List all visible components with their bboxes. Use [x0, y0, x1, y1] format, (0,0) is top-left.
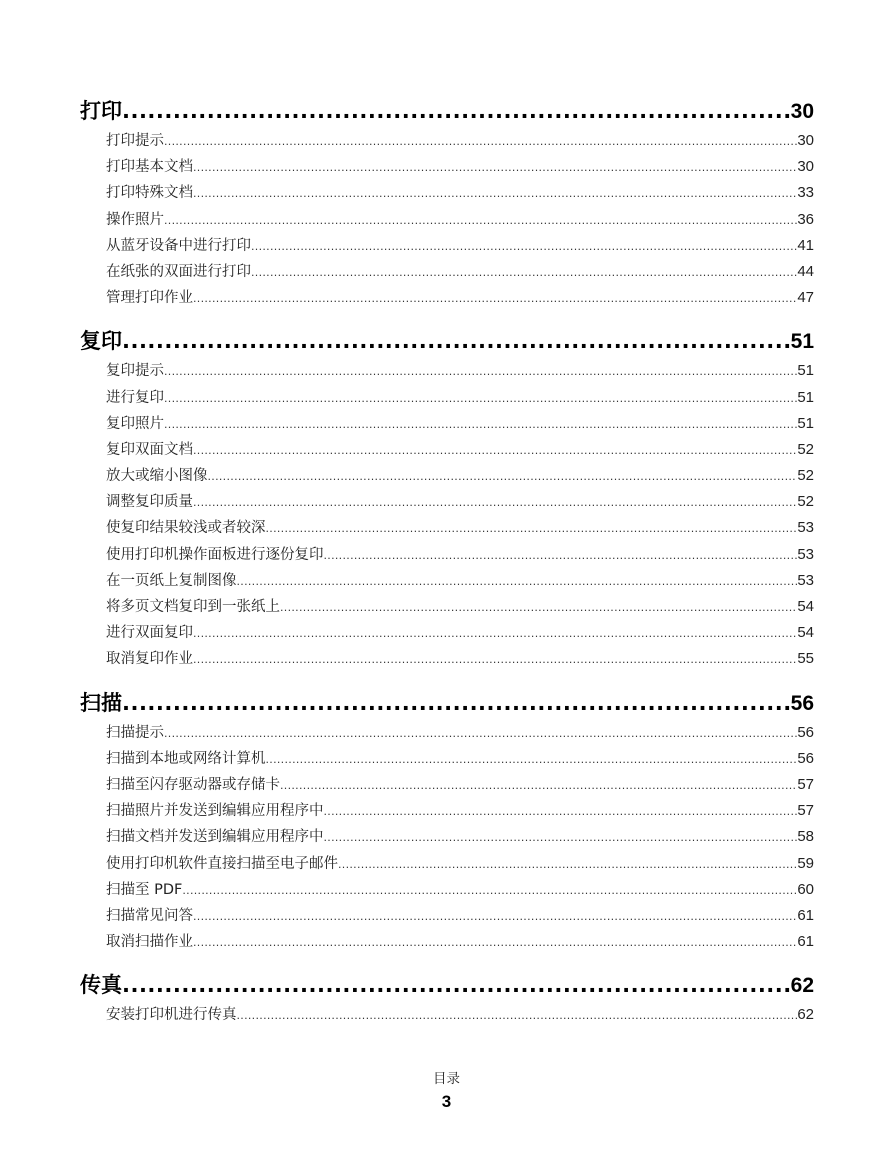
- toc-entry-page: 36: [797, 210, 814, 228]
- toc-section-print: [80, 96, 814, 311]
- dot-leader: [164, 721, 797, 746]
- toc-entry-title: 复印照片: [106, 415, 164, 432]
- toc-entry[interactable]: [80, 594, 814, 620]
- toc-entry[interactable]: [80, 903, 814, 929]
- toc-entry[interactable]: [80, 285, 814, 311]
- toc-entry[interactable]: [80, 207, 814, 233]
- dot-leader: [193, 647, 797, 672]
- toc-entry[interactable]: [80, 515, 814, 541]
- toc-entry-title: 扫描照片并发送到编辑应用程序中: [106, 803, 324, 820]
- toc-entry-page: 56: [797, 723, 814, 741]
- toc-entry-title: 扫描文档并发送到编辑应用程序中: [106, 829, 324, 846]
- toc-entry[interactable]: [80, 154, 814, 180]
- dot-leader: [164, 129, 797, 154]
- toc-entry[interactable]: [80, 542, 814, 568]
- dot-leader: [164, 386, 797, 411]
- toc-entry[interactable]: [80, 358, 814, 384]
- toc-section-heading[interactable]: [80, 688, 814, 718]
- toc-entry-page: 54: [797, 598, 814, 615]
- toc-entry-page: 52: [797, 467, 814, 485]
- toc-entry-page: 44: [797, 262, 814, 280]
- toc-entry[interactable]: [80, 851, 814, 877]
- dot-leader: [324, 799, 798, 824]
- toc-entry-title: 打印基本文档: [106, 159, 193, 176]
- toc-section-heading[interactable]: [80, 96, 814, 126]
- toc-entry-title: 扫描至闪存驱动器或存储卡: [106, 776, 280, 793]
- toc-entry-title: 扫描常见问答: [106, 907, 193, 924]
- toc-entry-page: 60: [797, 880, 814, 898]
- dot-leader: [122, 688, 791, 718]
- dot-leader: [122, 326, 791, 356]
- toc-entry-title: 进行复印: [106, 389, 164, 406]
- toc-entry-page: 61: [797, 906, 814, 924]
- toc-entry-title: 复印双面文档: [106, 441, 193, 458]
- dot-leader: [193, 490, 797, 515]
- toc-section-title: 打印: [80, 99, 122, 123]
- toc-entry-title: 扫描到本地或网络计算机: [106, 750, 266, 767]
- toc-entry-page: 51: [797, 414, 814, 432]
- toc-entry[interactable]: [80, 437, 814, 463]
- toc-entry-title: 打印提示: [106, 133, 164, 149]
- toc-entry-page: 58: [797, 828, 814, 846]
- toc-entry-page: 59: [797, 854, 814, 872]
- toc-entry[interactable]: [80, 128, 814, 154]
- dot-leader: [338, 852, 797, 877]
- toc-entry-page: 53: [797, 519, 814, 537]
- footer-section-label: 目录: [433, 1071, 460, 1087]
- toc-entry-page: 55: [797, 650, 814, 668]
- toc-entry-page: 57: [797, 775, 814, 793]
- toc-entry-page: 51: [797, 362, 814, 380]
- toc-entry[interactable]: [80, 568, 814, 594]
- toc-entry-page: 54: [797, 624, 814, 642]
- toc-entry-title: 扫描至 PDF: [106, 881, 183, 898]
- toc-entry-page: 30: [797, 132, 814, 149]
- dot-leader: [193, 930, 797, 955]
- toc-entry[interactable]: [80, 411, 814, 437]
- dot-leader: [122, 96, 791, 126]
- toc-entry-page: 41: [797, 236, 814, 254]
- toc-entry[interactable]: [80, 646, 814, 672]
- toc-entry-page: 56: [797, 749, 814, 767]
- toc-entry-title: 调整复印质量: [106, 494, 193, 511]
- dot-leader: [237, 1003, 798, 1028]
- toc-section-heading[interactable]: [80, 970, 814, 1000]
- toc-entry-title: 将多页文档复印到一张纸上: [106, 599, 280, 615]
- footer-page-number: 3: [441, 1092, 452, 1111]
- toc-entry[interactable]: [80, 824, 814, 850]
- toc-entry-page: 61: [797, 933, 814, 951]
- toc-entry-page: 33: [797, 184, 814, 202]
- toc-entry[interactable]: [80, 620, 814, 646]
- toc-section-page: 62: [790, 974, 814, 998]
- toc-entry-page: 51: [797, 388, 814, 406]
- toc-entry[interactable]: [80, 259, 814, 285]
- toc-entry[interactable]: [80, 877, 814, 903]
- toc-entry-title: 使用打印机软件直接扫描至电子邮件: [106, 855, 338, 872]
- dot-leader: [164, 412, 797, 437]
- toc-entry-page: 57: [797, 802, 814, 820]
- dot-leader: [164, 208, 797, 233]
- dot-leader: [237, 569, 798, 594]
- dot-leader: [280, 773, 797, 798]
- table-of-contents: [80, 96, 814, 1043]
- toc-entry-title: 管理打印作业: [106, 290, 193, 307]
- toc-entry[interactable]: [80, 746, 814, 772]
- toc-entry-title: 放大或缩小图像: [106, 468, 208, 485]
- toc-entry[interactable]: [80, 180, 814, 206]
- toc-section-copy: [80, 326, 814, 672]
- toc-section-page: 51: [790, 330, 814, 354]
- toc-entry-title: 取消复印作业: [106, 651, 193, 668]
- toc-entry-title: 扫描提示: [106, 724, 164, 741]
- toc-entry-title: 安装打印机进行传真: [106, 1007, 237, 1024]
- toc-section-scan: [80, 688, 814, 956]
- dot-leader: [193, 438, 797, 463]
- toc-section-page: 30: [790, 100, 814, 123]
- dot-leader: [251, 260, 797, 285]
- toc-entry[interactable]: [80, 385, 814, 411]
- toc-entry[interactable]: [80, 929, 814, 955]
- toc-entry-title: 在一页纸上复制图像: [106, 572, 237, 589]
- toc-entry-title: 复印提示: [106, 363, 164, 380]
- dot-leader: [182, 878, 797, 903]
- dot-leader: [193, 286, 797, 311]
- toc-section-title: 复印: [80, 329, 122, 354]
- toc-section-title: 传真: [80, 973, 122, 998]
- toc-section-title: 扫描: [80, 690, 122, 715]
- toc-entry[interactable]: [80, 798, 814, 824]
- toc-entry-title: 打印特殊文档: [106, 185, 193, 202]
- toc-entry-title: 使复印结果较浅或者较深: [106, 520, 266, 537]
- dot-leader: [324, 543, 798, 568]
- dot-leader: [193, 155, 797, 180]
- toc-entry[interactable]: [80, 463, 814, 489]
- toc-entry[interactable]: [80, 233, 814, 259]
- dot-leader: [251, 234, 797, 259]
- toc-entry-title: 使用打印机操作面板进行逐份复印: [106, 546, 324, 563]
- dot-leader: [280, 595, 797, 620]
- toc-section-page: 56: [790, 691, 814, 715]
- toc-entry-page: 30: [797, 158, 814, 176]
- toc-entry-page: 52: [797, 440, 814, 458]
- dot-leader: [193, 181, 797, 206]
- dot-leader: [122, 970, 791, 1000]
- dot-leader: [164, 359, 797, 384]
- toc-entry-page: 53: [797, 545, 814, 563]
- toc-entry-page: 53: [797, 571, 814, 589]
- toc-entry[interactable]: [80, 489, 814, 515]
- dot-leader: [266, 747, 798, 772]
- toc-entry-title: 进行双面复印: [106, 625, 193, 642]
- dot-leader: [193, 904, 797, 929]
- toc-entry[interactable]: [80, 1002, 814, 1028]
- toc-entry-title: 操作照片: [106, 211, 164, 228]
- toc-entry[interactable]: [80, 772, 814, 798]
- toc-entry[interactable]: [80, 720, 814, 746]
- dot-leader: [266, 516, 798, 541]
- toc-entry-title: 从蓝牙设备中进行打印: [106, 237, 251, 254]
- dot-leader: [193, 621, 797, 646]
- dot-leader: [324, 825, 798, 850]
- dot-leader: [208, 464, 798, 489]
- toc-entry-title: 取消扫描作业: [106, 934, 193, 951]
- toc-entry-page: 62: [797, 1006, 814, 1024]
- toc-entry-title: 在纸张的双面进行打印: [106, 263, 251, 280]
- toc-entry-page: 47: [797, 289, 814, 307]
- toc-section-heading[interactable]: [80, 326, 814, 356]
- toc-entry-page: 52: [797, 493, 814, 511]
- toc-section-fax: [80, 970, 814, 1028]
